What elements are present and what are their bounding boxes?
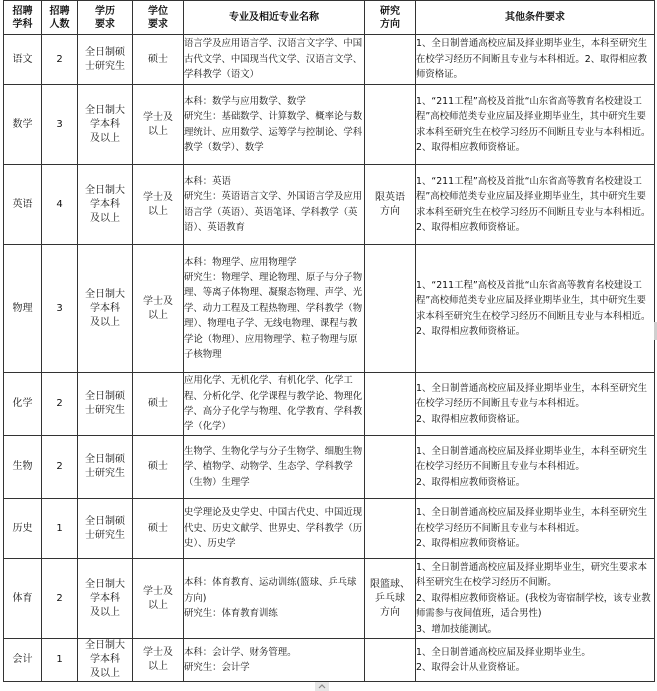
count-cell: 2 xyxy=(42,373,78,436)
subject-cell: 物理 xyxy=(4,245,42,373)
degree-cell: 硕士 xyxy=(133,35,184,85)
major-cell: 本科：体育教育、运动训练(篮球、乒乓球方向) 研究生：体育教育训练 xyxy=(184,559,365,639)
header-education: 学历 要求 xyxy=(78,1,133,35)
other-cell: 1、全日制普通高校应届及择业期毕业生，本科至研究生在校学习经历不间断且专业与本科相近。2、取得相应教师资格证。 xyxy=(416,35,655,85)
degree-cell: 学士及 以上 xyxy=(133,639,184,682)
degree-cell: 学士及 以上 xyxy=(133,165,184,245)
other-cell: 1、全日制普通高校应届及择业期毕业生。 2、取得会计从业资格证。 xyxy=(416,639,655,682)
count-cell: 2 xyxy=(42,559,78,639)
research-cell xyxy=(365,373,416,436)
major-cell: 生物学、生物化学与分子生物学、细胞生物学、植物学、动物学、生态学、学科教学（生物）生理学 xyxy=(184,436,365,499)
education-cell: 全日制硕 士研究生 xyxy=(78,436,133,499)
count-cell: 4 xyxy=(42,165,78,245)
major-cell: 语言学及应用语言学、汉语言文字学、中国古代文学、中国现当代文学、汉语言文学、学科教学（语文） xyxy=(184,35,365,85)
resize-handle-icon xyxy=(315,682,329,691)
header-other: 其他条件要求 xyxy=(416,1,655,35)
research-cell: 限篮球、 乒乓球 方向 xyxy=(365,559,416,639)
subject-cell: 化学 xyxy=(4,373,42,436)
education-cell: 全日制大 学本科 及以上 xyxy=(78,559,133,639)
research-cell xyxy=(365,245,416,373)
count-cell: 1 xyxy=(42,639,78,682)
subject-cell: 体育 xyxy=(4,559,42,639)
other-cell: 1、全日制普通高校应届及择业期毕业生，研究生要求本科至研究生在校学习经历不间断。 2、取得相应教师资格证。(我校为寄宿制学校，该专业教师需参与夜间值班，适合男性) 3、增加技能测试。 xyxy=(416,559,655,639)
major-cell: 本科：物理学、应用物理学 研究生：物理学、理论物理、原子与分子物理、等离子体物理、凝聚态物理、声学、光学、动力工程及工程热物理、学科教学（物理）、物理电子学、无线电物理、课程与教学论（物理）、应用物理学、粒子物理与原子核物理 xyxy=(184,245,365,373)
table-row xyxy=(4,373,655,436)
header-major: 专业及相近专业名称 xyxy=(184,1,365,35)
table-row xyxy=(4,639,655,682)
header-row xyxy=(4,1,655,35)
other-cell: 1、全日制普通高校应届及择业期毕业生，本科至研究生在校学习经历不间断且专业与本科相近。 2、取得相应教师资格证。 xyxy=(416,499,655,559)
subject-cell: 历史 xyxy=(4,499,42,559)
table-row xyxy=(4,35,655,85)
degree-cell: 学士及 以上 xyxy=(133,245,184,373)
table-row xyxy=(4,165,655,245)
education-cell: 全日制大 学本科 及以上 xyxy=(78,639,133,682)
education-cell: 全日制大 学本科 及以上 xyxy=(78,165,133,245)
education-cell: 全日制硕 士研究生 xyxy=(78,373,133,436)
degree-cell: 硕士 xyxy=(133,373,184,436)
subject-cell: 语文 xyxy=(4,35,42,85)
research-cell: 限英语 方向 xyxy=(365,165,416,245)
subject-cell: 英语 xyxy=(4,165,42,245)
header-degree: 学位 要求 xyxy=(133,1,184,35)
degree-cell: 学士及 以上 xyxy=(133,85,184,165)
count-cell: 2 xyxy=(42,436,78,499)
table-row xyxy=(4,245,655,373)
other-cell: 1、全日制普通高校应届及择业期毕业生，本科至研究生在校学习经历不间断且专业与本科相近。 2、取得相应教师资格证。 xyxy=(416,373,655,436)
table-row xyxy=(4,436,655,499)
table-row xyxy=(4,559,655,639)
research-cell xyxy=(365,35,416,85)
other-cell: 1、“211工程”高校及首批“山东省高等教育名校建设工程”高校师范类专业应届及择业期毕业生，其中研究生要求本科至研究生在校学习经历不间断且专业与本科相近。 2、取得相应教师资格证。 xyxy=(416,245,655,373)
major-cell: 应用化学、无机化学、有机化学、化学工程、分析化学、化学课程与教学论、物理化学、高分子化学与物理、化学教育、学科教学（化学） xyxy=(184,373,365,436)
count-cell: 3 xyxy=(42,245,78,373)
count-cell: 2 xyxy=(42,35,78,85)
degree-cell: 硕士 xyxy=(133,499,184,559)
subject-cell: 会计 xyxy=(4,639,42,682)
subject-cell: 数学 xyxy=(4,85,42,165)
education-cell: 全日制硕 士研究生 xyxy=(78,35,133,85)
header-subject: 招聘 学科 xyxy=(4,1,42,35)
education-cell: 全日制硕 士研究生 xyxy=(78,499,133,559)
table-row xyxy=(4,499,655,559)
header-count: 招聘 人数 xyxy=(42,1,78,35)
other-cell: 1、“211工程”高校及首批“山东省高等教育名校建设工程”高校师范类专业应届及择业期毕业生，其中研究生要求本科至研究生在校学习经历不间断且专业与本科相近。 2、取得相应教师资格证。 xyxy=(416,85,655,165)
education-cell: 全日制大 学本科 及以上 xyxy=(78,85,133,165)
other-cell: 1、全日制普通高校应届及择业期毕业生，本科至研究生在校学习经历不间断且专业与本科相近。 2、取得相应教师资格证。 xyxy=(416,436,655,499)
recruitment-table xyxy=(3,0,655,682)
count-cell: 1 xyxy=(42,499,78,559)
research-cell xyxy=(365,639,416,682)
header-research: 研究 方向 xyxy=(365,1,416,35)
degree-cell: 硕士 xyxy=(133,436,184,499)
education-cell: 全日制大 学本科 及以上 xyxy=(78,245,133,373)
degree-cell: 学士及 以上 xyxy=(133,559,184,639)
subject-cell: 生物 xyxy=(4,436,42,499)
research-cell xyxy=(365,499,416,559)
major-cell: 本科：会计学、财务管理。 研究生：会计学 xyxy=(184,639,365,682)
major-cell: 本科：数学与应用数学、数学 研究生：基础数学、计算数学、概率论与数理统计、应用数学、运筹学与控制论、学科教学（数学）、数学 xyxy=(184,85,365,165)
table-row xyxy=(4,85,655,165)
other-cell: 1、“211工程”高校及首批“山东省高等教育名校建设工程”高校师范类专业应届及择业期毕业生，其中研究生要求本科至研究生在校学习经历不间断且专业与本科相近。 2、取得相应教师资格证。 xyxy=(416,165,655,245)
research-cell xyxy=(365,85,416,165)
count-cell: 3 xyxy=(42,85,78,165)
major-cell: 史学理论及史学史、中国古代史、中国近现代史、历史文献学、世界史、学科教学（历史）、历史学 xyxy=(184,499,365,559)
research-cell xyxy=(365,436,416,499)
major-cell: 本科：英语 研究生：英语语言文学、外国语言学及应用语言学（英语）、英语笔译、学科教学（英语）、英语教育 xyxy=(184,165,365,245)
